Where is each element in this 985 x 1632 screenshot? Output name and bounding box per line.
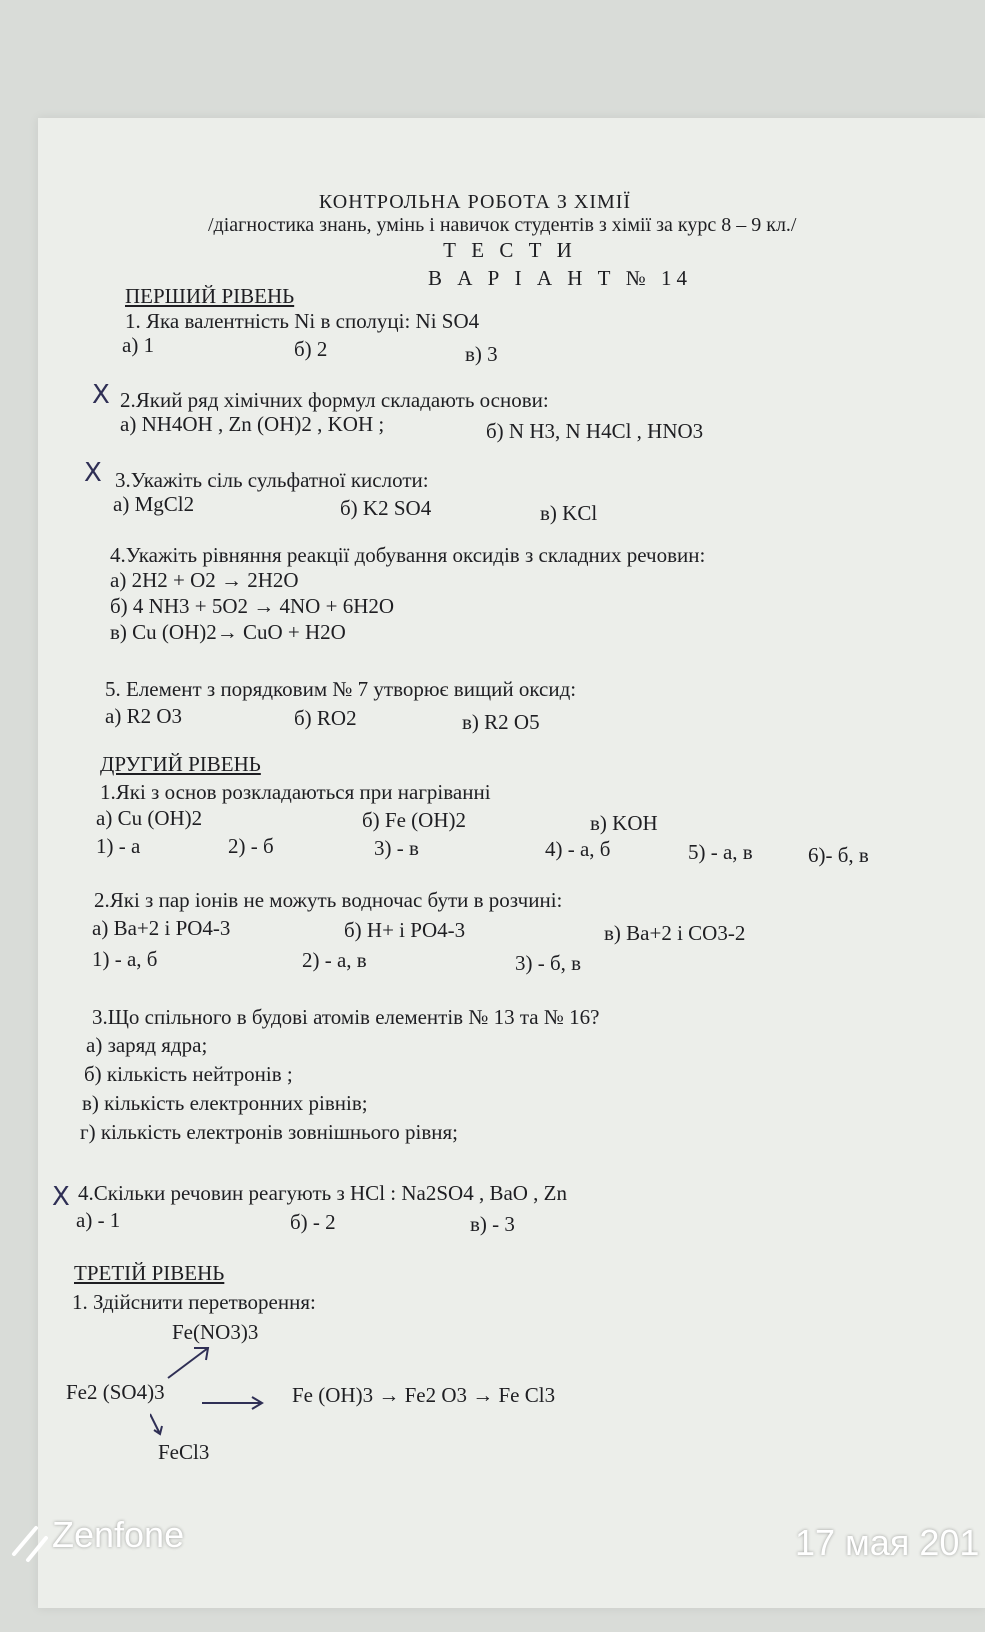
l2-q4-option-b: б) - 2 [290,1210,336,1234]
l1-q5-option-a: а) R2 O3 [105,704,182,728]
zenfone-logo-icon [6,1518,52,1568]
l2-q3-option: б) кількість нейтронів ; [84,1062,293,1086]
l1-q2-text: 2.Який ряд хімічних формул складають основи: [120,388,549,412]
l1-q4-text: 4.Укажіть рівняння реакції добування оксидів з складних речовин: [110,543,706,567]
arrow-up-icon [168,1348,208,1378]
l2-q2-option-a: а) Ba+2 і PO4-3 [92,916,231,940]
cross-mark: X [84,458,102,488]
page-subtitle: /діагностика знань, умінь і навичок студентів з хімії за курс 8 – 9 кл./ [208,214,797,236]
l2-q2-option-b: б) H+ і PO4-3 [344,918,466,942]
camera-brand-watermark: Zenfone [52,1514,185,1555]
l2-q4-text: 4.Скільки речовин реагують з HCl : Na2SO4 , BaO , Zn [78,1181,568,1205]
level1-heading: ПЕРШИЙ РІВЕНЬ [125,284,295,308]
l1-q2-option-a: а) NH4OH , Zn (OH)2 , KOH ; [120,412,385,436]
l1-q5-text: 5. Елемент з порядковим № 7 утворює вищий оксид: [105,677,577,701]
scheme-start-compound: Fe2 (SO4)3 [66,1380,165,1404]
scheme-bottom-compound: FeCl3 [158,1440,210,1464]
l1-q3-option-c: в) KCl [540,501,598,525]
variant-heading: В А Р І А Н Т № 14 [428,266,693,290]
l2-q1-answer: 5) - а, в [688,840,753,864]
l2-q1-answer: 2) - б [228,834,274,858]
l2-q3-option: а) заряд ядра; [86,1033,208,1057]
tests-heading: Т Е С Т И [443,238,577,262]
l1-q4-option-a: а) 2H2 + O2 → 2H2O [110,568,299,592]
l1-q1-option-b: б) 2 [294,337,328,361]
cross-mark: X [52,1182,70,1212]
l2-q1-answer: 4) - а, б [545,837,611,861]
page-title: КОНТРОЛЬНА РОБОТА З ХІМІЇ [318,191,632,213]
l2-q1-answer: 3) - в [374,836,419,860]
scheme-chain: Fe (OH)3 → Fe2 O3 → Fe Cl3 [292,1383,556,1407]
l2-q1-option-b: б) Fe (OH)2 [362,808,466,832]
l2-q2-answer: 3) - б, в [515,951,582,975]
l1-q3-option-a: а) MgCl2 [113,492,195,516]
l1-q2-option-b: б) N H3, N H4Cl , HNO3 [486,419,704,443]
l1-q3-text: 3.Укажіть сіль сульфатної кислоти: [115,468,429,492]
l1-q4-option-b: б) 4 NH3 + 5O2 → 4NO + 6H2O [110,594,395,618]
l1-q4-option-c: в) Cu (OH)2→ CuO + H2O [110,620,346,644]
l2-q1-option-c: в) KOH [590,811,658,835]
l2-q1-text: 1.Які з основ розкладаються при нагріванні [100,780,491,804]
l2-q2-text: 2.Які з пар іонів не можуть водночас бути в розчині: [94,888,563,912]
level2-heading: ДРУГИЙ РІВЕНЬ [100,752,261,776]
cross-mark: X [92,380,110,410]
l2-q3-text: 3.Що спільного в будові атомів елементів № 13 та № 16? [92,1005,600,1029]
l2-q2-answer: 2) - а, в [302,948,367,972]
level3-heading: ТРЕТІЙ РІВЕНЬ [74,1261,225,1285]
l2-q2-answer: 1) - а, б [92,947,158,971]
l1-q1-option-a: а) 1 [122,333,155,357]
photo-date-watermark: 17 мая 201 [795,1522,980,1563]
l2-q1-option-a: а) Cu (OH)2 [96,806,203,830]
l1-q3-option-b: б) K2 SO4 [340,496,432,520]
l1-q5-option-b: б) RO2 [294,706,357,730]
scheme-top-compound: Fe(NO3)3 [172,1320,259,1344]
l2-q2-option-c: в) Ba+2 і CO3-2 [604,921,746,945]
l2-q3-option: г) кількість електронів зовнішнього рівня; [80,1120,458,1144]
l2-q4-option-a: а) - 1 [76,1208,121,1232]
l1-q1-option-c: в) 3 [465,342,498,366]
l2-q4-option-c: в) - 3 [470,1212,515,1236]
l3-q1-text: 1. Здійснити перетворення: [72,1290,316,1314]
l1-q5-option-c: в) R2 O5 [462,710,540,734]
l2-q1-answer: 6)- б, в [808,843,869,867]
l2-q1-answer: 1) - а [96,834,141,858]
scheme-arrows [150,1330,290,1470]
l2-q3-option: в) кількість електронних рівнів; [82,1091,368,1115]
l1-q1-text: 1. Яка валентність Ni в сполуці: Ni SO4 [125,309,480,333]
